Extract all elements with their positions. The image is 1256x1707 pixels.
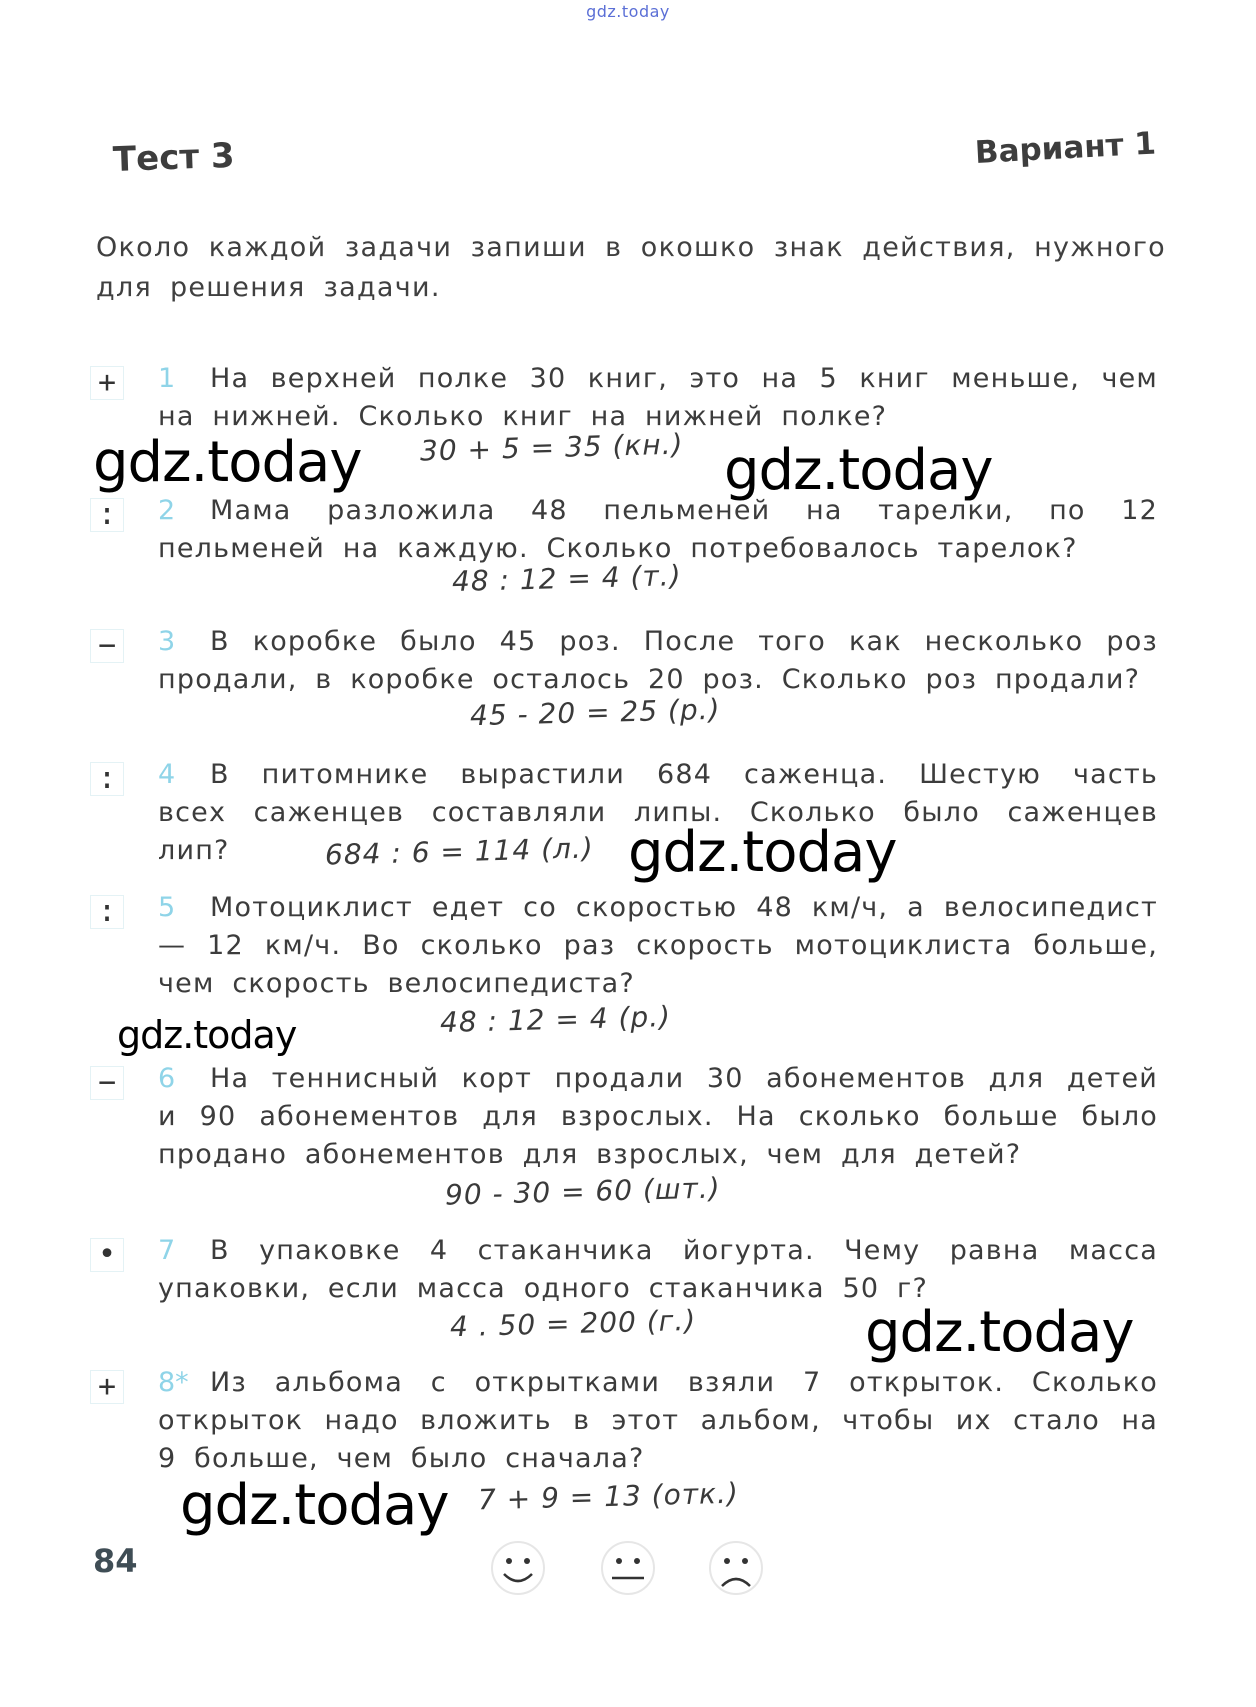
answer-sign-box[interactable]: − <box>90 1066 124 1100</box>
task-answer: 48 : 12 = 4 (т.) <box>451 559 682 598</box>
task-text: На верхней полке 30 книг, это на 5 книг меньше, чем на нижней. Сколько книг на нижней полке? <box>158 363 1158 432</box>
watermark: gdz.today <box>180 1473 449 1538</box>
task-text: В питомнике вырастили 684 саженца. Шестую часть всех саженцев составляли липы. Сколько было саженцев лип? <box>158 759 1158 866</box>
watermark: gdz.today <box>865 1300 1134 1365</box>
task-answer: 45 - 20 = 25 (р.) <box>469 692 721 733</box>
task-text: В коробке было 45 роз. После того как несколько роз продали, в коробке осталось 20 роз. Сколько роз продали? <box>158 626 1158 695</box>
task-number: 4 <box>158 759 176 790</box>
neutral-face-icon[interactable] <box>600 1540 656 1596</box>
happy-face-icon[interactable] <box>490 1540 546 1596</box>
task-number: 8* <box>158 1367 189 1398</box>
task-answer: 4 . 50 = 200 (г.) <box>449 1303 697 1344</box>
task-number: 6 <box>158 1063 176 1094</box>
task-text: Из альбома с открытками взяли 7 открыток. Сколько открыток надо вложить в этот альбом, чтобы их стало на 9 больше, чем было сначала? <box>158 1367 1158 1474</box>
task-number: 3 <box>158 626 176 657</box>
task-answer: 90 - 30 = 60 (шт.) <box>444 1171 722 1212</box>
sad-face-icon[interactable] <box>708 1540 764 1596</box>
task-answer: 30 + 5 = 35 (кн.) <box>419 427 684 468</box>
watermark: gdz.today <box>724 438 993 503</box>
answer-sign-box[interactable]: : <box>90 498 124 532</box>
task-text: В упаковке 4 стаканчика йогурта. Чему равна масса упаковки, если масса одного стаканчика 50 г? <box>158 1235 1158 1304</box>
answer-sign-box[interactable]: : <box>90 762 124 796</box>
task-text: На теннисный корт продали 30 абонементов для детей и 90 абонементов для взрослых. На сколько больше было продано абонементов для взрослых, чем для детей? <box>158 1063 1158 1170</box>
watermark: gdz.today <box>628 820 897 885</box>
answer-sign-box[interactable]: − <box>90 629 124 663</box>
watermark: gdz.today <box>93 430 362 495</box>
instruction-text: Около каждой задачи запиши в окошко знак действия, нужного для решения задачи. <box>96 232 1166 303</box>
test-title: Тест 3 <box>112 135 236 180</box>
task-text: Мама разложила 48 пельменей на тарелки, по 12 пельменей на каждую. Сколько потребовалось тарелок? <box>158 495 1158 564</box>
answer-sign-box[interactable]: + <box>90 366 124 400</box>
task-number: 1 <box>158 363 176 394</box>
page-number: 84 <box>93 1542 138 1580</box>
task-answer: 684 : 6 = 114 (л.) <box>324 831 595 872</box>
task-answer: 48 : 12 = 4 (р.) <box>439 999 672 1040</box>
task-number: 2 <box>158 495 176 526</box>
top-watermark: gdz.today <box>586 2 670 21</box>
answer-sign-box[interactable]: : <box>90 895 124 929</box>
task-number: 7 <box>158 1235 176 1266</box>
task-number: 5 <box>158 892 176 923</box>
answer-sign-box[interactable]: • <box>90 1238 124 1272</box>
task-text: Мотоциклист едет со скоростью 48 км/ч, а велосипедист — 12 км/ч. Во сколько раз скорость мотоциклиста больше, чем скорость велосипедиста? <box>158 892 1158 999</box>
answer-sign-box[interactable]: + <box>90 1370 124 1404</box>
watermark: gdz.today <box>117 1013 297 1057</box>
variant-label: Вариант 1 <box>974 125 1157 171</box>
task-answer: 7 + 9 = 13 (отк.) <box>477 1476 740 1517</box>
